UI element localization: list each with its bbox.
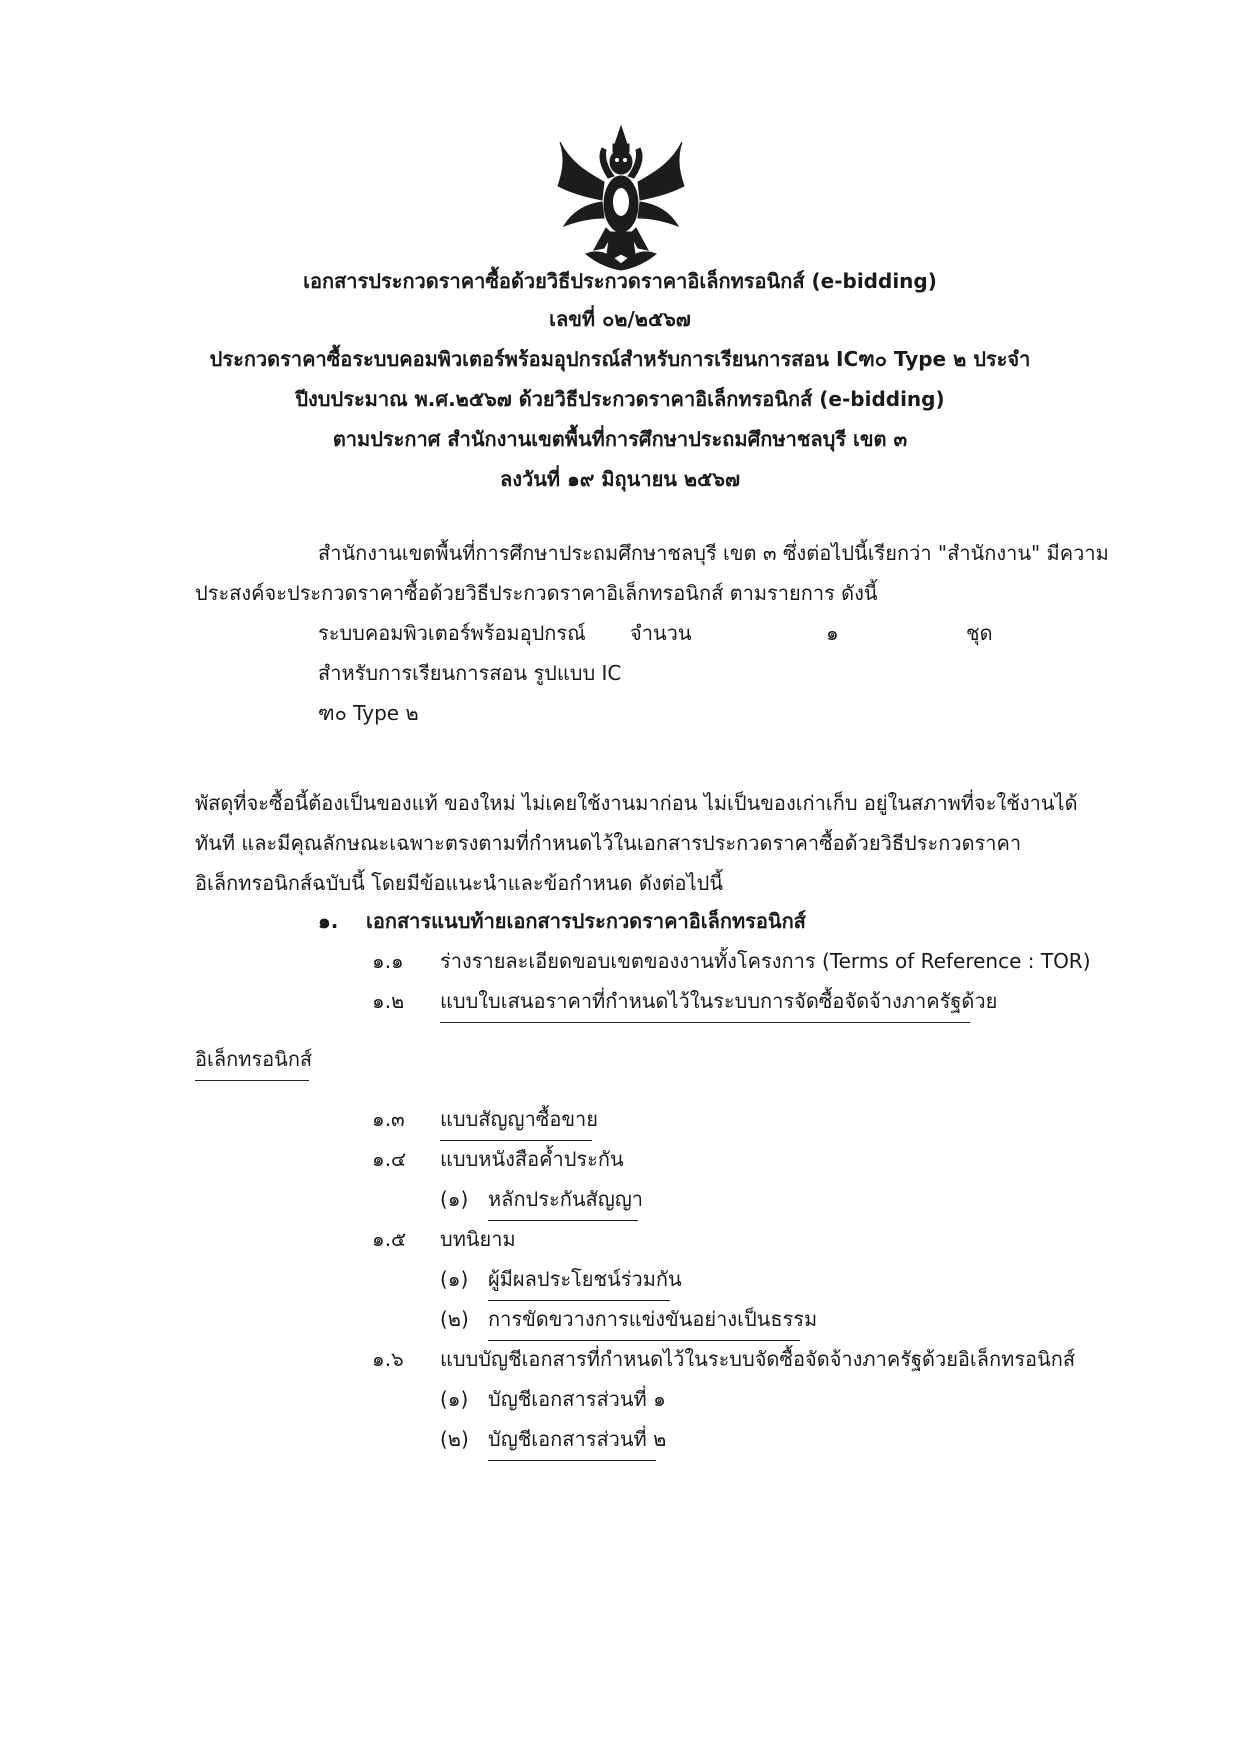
para2-line1: พัสดุที่จะซื้อนี้ต้องเป็นของแท้ ของใหม่ ไม่เคยใช้งานมาก่อน ไม่เป็นของเก่าเก็บ อยู่ในสภาพที่จะใช้งานได้ bbox=[195, 791, 1078, 815]
s14-1-underline bbox=[488, 1220, 638, 1221]
s16-2-underline bbox=[488, 1460, 656, 1461]
s15-number: ๑.๕ bbox=[372, 1227, 407, 1251]
s16-2-number: (๒) bbox=[440, 1427, 469, 1451]
section1-number: ๑. bbox=[318, 909, 339, 933]
intro-line1: สำนักงานเขตพื้นที่การศึกษาประถมศึกษาชลบุรี เขต ๓ ซึ่งต่อไปนี้เรียกว่า "สำนักงาน" มีความ bbox=[318, 541, 1109, 565]
item-name-line3: ฑ๐ Type ๒ bbox=[318, 701, 419, 725]
s13-text: แบบสัญญาซื้อขาย bbox=[440, 1107, 599, 1131]
s15-2-text: การขัดขวางการแข่งขันอย่างเป็นธรรม bbox=[488, 1307, 818, 1331]
item-qty: ๑ bbox=[826, 621, 839, 645]
s15-1-underline bbox=[488, 1300, 670, 1301]
s16-text: แบบบัญชีเอกสารที่กำหนดไว้ในระบบจัดซื้อจัดจ้างภาครัฐด้วยอิเล็กทรอนิกส์ bbox=[440, 1347, 1076, 1371]
item-qty-label: จำนวน bbox=[630, 621, 692, 645]
doc-subject-line1: ประกวดราคาซื้อระบบคอมพิวเตอร์พร้อมอุปกรณ์สำหรับการเรียนการสอน ICฑ๐ Type ๒ ประจำ bbox=[209, 347, 1031, 371]
doc-number: เลขที่ ๐๒/๒๕๖๗ bbox=[549, 307, 691, 331]
item-name-line2: สำหรับการเรียนการสอน รูปแบบ IC bbox=[318, 661, 622, 685]
s14-number: ๑.๔ bbox=[372, 1147, 407, 1171]
s12-underline bbox=[440, 1022, 970, 1023]
doc-date: ลงวันที่ ๑๙ มิถุนายน ๒๕๖๗ bbox=[500, 467, 740, 491]
s12-number: ๑.๒ bbox=[372, 989, 405, 1013]
s14-1-number: (๑) bbox=[440, 1187, 469, 1211]
s15-2-underline bbox=[488, 1340, 800, 1341]
garuda-emblem-icon bbox=[556, 122, 686, 272]
s15-1-number: (๑) bbox=[440, 1267, 469, 1291]
item-unit: ชุด bbox=[966, 621, 993, 645]
section1-title: เอกสารแนบท้ายเอกสารประกวดราคาอิเล็กทรอนิกส์ bbox=[366, 909, 806, 933]
intro-line2: ประสงค์จะประกวดราคาซื้อด้วยวิธีประกวดราคาอิเล็กทรอนิกส์ ตามรายการ ดังนี้ bbox=[195, 581, 878, 605]
s16-number: ๑.๖ bbox=[372, 1347, 404, 1371]
item-name-line1: ระบบคอมพิวเตอร์พร้อมอุปกรณ์ bbox=[318, 621, 586, 645]
doc-title: เอกสารประกวดราคาซื้อด้วยวิธีประกวดราคาอิเล็กทรอนิกส์ (e-bidding) bbox=[303, 269, 937, 293]
s14-1-text: หลักประกันสัญญา bbox=[488, 1187, 644, 1211]
doc-subject-line2: ปีงบประมาณ พ.ศ.๒๕๖๗ ด้วยวิธีประกวดราคาอิเล็กทรอนิกส์ (e-bidding) bbox=[295, 387, 945, 411]
doc-announcement: ตามประกาศ สำนักงานเขตพื้นที่การศึกษาประถมศึกษาชลบุรี เขต ๓ bbox=[332, 427, 908, 451]
s15-2-number: (๒) bbox=[440, 1307, 469, 1331]
s16-1-text: บัญชีเอกสารส่วนที่ ๑ bbox=[488, 1387, 666, 1411]
s11-number: ๑.๑ bbox=[372, 949, 404, 973]
s14-text: แบบหนังสือค้ำประกัน bbox=[440, 1147, 624, 1171]
para2-line3: อิเล็กทรอนิกส์ฉบับนี้ โดยมีข้อแนะนำและข้อกำหนด ดังต่อไปนี้ bbox=[195, 871, 723, 895]
s15-text: บทนิยาม bbox=[440, 1227, 516, 1251]
s12-underline-2 bbox=[195, 1080, 309, 1081]
s16-1-number: (๑) bbox=[440, 1387, 469, 1411]
s16-2-text: บัญชีเอกสารส่วนที่ ๒ bbox=[488, 1427, 667, 1451]
s13-underline bbox=[440, 1140, 592, 1141]
para2-line2: ทันที และมีคุณลักษณะเฉพาะตรงตามที่กำหนดไว้ในเอกสารประกวดราคาซื้อด้วยวิธีประกวดราคา bbox=[195, 831, 1022, 855]
s12-text-line2: อิเล็กทรอนิกส์ bbox=[195, 1047, 313, 1071]
s11-text: ร่างรายละเอียดขอบเขตของงานทั้งโครงการ (Terms of Reference : TOR) bbox=[440, 949, 1091, 973]
s13-number: ๑.๓ bbox=[372, 1107, 405, 1131]
s15-1-text: ผู้มีผลประโยชน์ร่วมกัน bbox=[488, 1267, 682, 1291]
s12-text-line1: แบบใบเสนอราคาที่กำหนดไว้ในระบบการจัดซื้อจัดจ้างภาครัฐด้วย bbox=[440, 989, 998, 1013]
